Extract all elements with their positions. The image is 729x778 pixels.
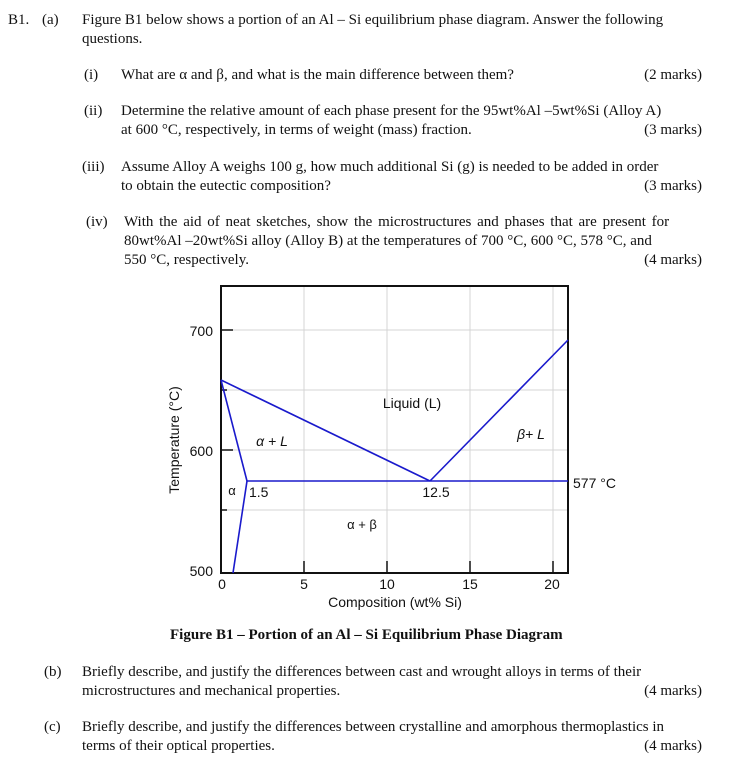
part-c-line1: Briefly describe, and justify the differences between crystalline and amorphous thermoplastics in [82, 719, 665, 735]
label-eutectic-temp: 577 °C [573, 475, 616, 491]
solidus [221, 380, 247, 481]
part-c-line2: terms of their optical properties. [82, 738, 275, 754]
sub-ii-label: (ii) [84, 103, 103, 119]
sub-ii-marks: (3 marks) [644, 122, 702, 138]
sub-iv-line3: 550 °C, respectively. [124, 252, 249, 268]
sub-iii-line2: to obtain the eutectic composition? [121, 178, 331, 194]
xtick-10: 10 [379, 576, 395, 592]
part-b-line2: microstructures and mechanical properties. [82, 683, 341, 699]
sub-iv-marks: (4 marks) [644, 252, 702, 268]
label-alpha-l: α + L [256, 433, 288, 449]
sub-i-marks: (2 marks) [644, 67, 702, 83]
y-axis-label: Temperature (°C) [166, 386, 182, 494]
ytick-600: 600 [189, 443, 213, 459]
xtick-15: 15 [462, 576, 478, 592]
sub-ii-line2: at 600 °C, respectively, in terms of weight (mass) fraction. [121, 122, 472, 138]
sub-iv-line1: With the aid of neat sketches, show the microstructures and phases that are present for [124, 214, 670, 230]
label-alpha: α [228, 483, 236, 498]
figure-caption: Figure B1 – Portion of an Al – Si Equilibrium Phase Diagram [170, 627, 563, 643]
sub-i-label: (i) [84, 67, 99, 83]
x-axis-label: Composition (wt% Si) [328, 594, 462, 610]
liquidus-si-side [430, 340, 568, 481]
sub-i-line1: What are α and β, and what is the main difference between them? [121, 67, 514, 83]
question-number: B1. [8, 12, 30, 28]
sub-iii-marks: (3 marks) [644, 178, 702, 194]
label-max-solubility: 1.5 [249, 484, 269, 500]
label-liquid: Liquid (L) [382, 395, 442, 411]
sub-iii-line1: Assume Alloy A weighs 100 g, how much additional Si (g) is needed to be added in order [121, 159, 659, 175]
part-a-intro-line1: Figure B1 below shows a portion of an Al – Si equilibrium phase diagram. Answer the following [82, 12, 664, 28]
sub-iv-line2: 80wt%Al –20wt%Si alloy (Alloy B) at the temperatures of 700 °C, 600 °C, 578 °C, and [124, 233, 652, 249]
sub-iii-label: (iii) [82, 159, 105, 175]
part-a-label: (a) [42, 12, 59, 28]
ytick-700: 700 [189, 323, 213, 339]
xtick-0: 0 [218, 576, 226, 592]
gridlines [221, 286, 568, 573]
part-b-line1: Briefly describe, and justify the differences between cast and wrought alloys in terms of their [82, 664, 642, 680]
label-beta-l: β+ L [517, 426, 545, 442]
chart-frame [221, 286, 568, 573]
part-c-marks: (4 marks) [644, 738, 702, 754]
label-eutectic-comp: 12.5 [422, 484, 450, 500]
xtick-20: 20 [544, 576, 560, 592]
phase-boundaries [221, 340, 568, 573]
label-alpha-beta: α + β [347, 517, 377, 532]
part-b-label: (b) [44, 664, 62, 680]
sub-iv-label: (iv) [86, 214, 108, 230]
sub-ii-line1: Determine the relative amount of each phase present for the 95wt%Al –5wt%Si (Alloy A) [121, 103, 662, 119]
xtick-5: 5 [300, 576, 308, 592]
part-a-intro-line2: questions. [82, 31, 143, 47]
part-b-marks: (4 marks) [644, 683, 702, 699]
ytick-500: 500 [189, 563, 213, 579]
part-c-label: (c) [44, 719, 61, 735]
